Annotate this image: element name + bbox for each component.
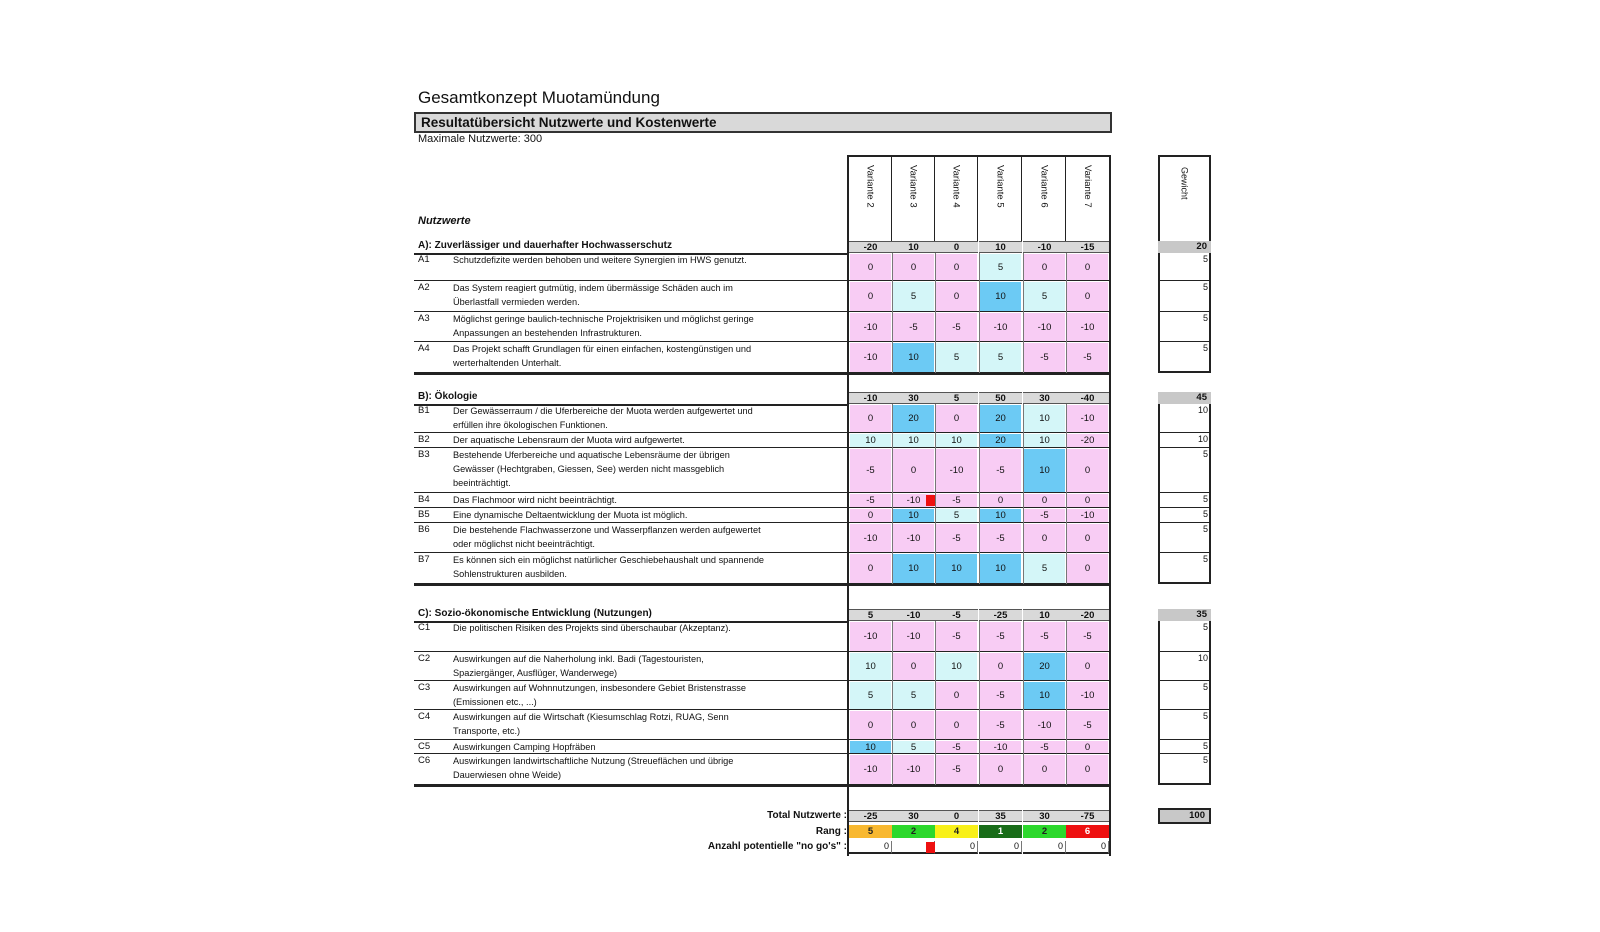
score-cell: 10 bbox=[893, 509, 934, 522]
column-divider bbox=[979, 253, 980, 373]
score-cell: 0 bbox=[980, 494, 1021, 507]
section-sum-cell: 30 bbox=[892, 392, 935, 404]
rank-label: Rang : bbox=[815, 826, 847, 837]
variant-label: Variante 3 bbox=[907, 165, 919, 208]
score-cell: -10 bbox=[936, 449, 977, 492]
score-cell: 0 bbox=[1067, 449, 1108, 492]
score-cell: -10 bbox=[1067, 509, 1108, 522]
score-cell: 0 bbox=[1067, 282, 1108, 311]
criterion-weight: 5 bbox=[1202, 449, 1208, 459]
score-cell: -5 bbox=[936, 524, 977, 552]
score-cell: -10 bbox=[893, 524, 934, 552]
section-title: B): Ökologie bbox=[418, 391, 478, 402]
rank-cell: 2 bbox=[892, 825, 935, 838]
weight-row-divider bbox=[1158, 492, 1211, 493]
weight-row-divider bbox=[1158, 784, 1211, 785]
score-cell: 0 bbox=[1067, 494, 1108, 507]
score-cell: 0 bbox=[980, 755, 1021, 784]
score-cell: -10 bbox=[893, 494, 934, 507]
score-cell: -10 bbox=[850, 755, 891, 784]
score-cell: 10 bbox=[936, 653, 977, 680]
score-cell: -5 bbox=[936, 313, 977, 341]
description-line: Der Gewässerraum / die Uferbereiche der Muota werden aufgewertet und bbox=[453, 406, 753, 416]
column-divider bbox=[1023, 253, 1024, 373]
section-sum-cell: -10 bbox=[1023, 241, 1066, 253]
score-cell: 20 bbox=[980, 434, 1021, 447]
section-bottom-line bbox=[414, 373, 1109, 375]
variant-header bbox=[892, 155, 935, 241]
column-divider bbox=[935, 621, 936, 785]
score-cell: -5 bbox=[1067, 711, 1108, 739]
section-sum-cell: -10 bbox=[892, 609, 935, 621]
nogo-marker bbox=[926, 495, 935, 506]
criterion-description bbox=[453, 681, 843, 709]
score-cell: 10 bbox=[980, 282, 1021, 311]
description-line: Sohlenstrukturen ausbilden. bbox=[453, 569, 567, 579]
description-line: Schutzdefizite werden behoben und weitere Synergien im HWS genutzt. bbox=[453, 255, 747, 265]
weight-row-divider bbox=[1158, 280, 1211, 281]
criterion-description bbox=[453, 312, 843, 340]
variant-header bbox=[1066, 155, 1109, 241]
variant-label: Variante 4 bbox=[950, 165, 962, 208]
score-cell: 0 bbox=[1024, 494, 1065, 507]
score-cell: 5 bbox=[893, 741, 934, 753]
criterion-code: A4 bbox=[418, 343, 430, 354]
variant-label: Variante 6 bbox=[1038, 165, 1050, 208]
description-line: erfüllen ihre ökologischen Funktionen. bbox=[453, 420, 608, 430]
weight-row-divider bbox=[1158, 432, 1211, 433]
nogo-label: Anzahl potentielle "no go's" : bbox=[707, 841, 847, 852]
weight-row-divider bbox=[1158, 739, 1211, 740]
score-cell: -5 bbox=[936, 741, 977, 753]
criterion-code: C4 bbox=[418, 711, 431, 722]
score-cell: 0 bbox=[936, 254, 977, 280]
score-cell: 5 bbox=[936, 343, 977, 372]
column-divider bbox=[892, 621, 893, 785]
section-sum-cell: -15 bbox=[1066, 241, 1109, 253]
section-sum-cell: 30 bbox=[1023, 392, 1066, 404]
score-cell: 5 bbox=[850, 682, 891, 709]
criterion-description bbox=[453, 281, 843, 309]
total-cell: 30 bbox=[892, 810, 935, 822]
score-cell: 10 bbox=[850, 653, 891, 680]
description-line: Bestehende Uferbereiche und aquatische Lebensräume der übrigen bbox=[453, 450, 730, 460]
criterion-description bbox=[453, 710, 843, 738]
score-cell: 0 bbox=[893, 449, 934, 492]
score-cell: 0 bbox=[980, 653, 1021, 680]
score-cell: 0 bbox=[1067, 524, 1108, 552]
score-cell: 5 bbox=[1024, 554, 1065, 583]
score-cell: 0 bbox=[1067, 653, 1108, 680]
section-weight-sum: 35 bbox=[1158, 609, 1211, 621]
score-cell: 0 bbox=[936, 405, 977, 432]
section-sum-cell: 10 bbox=[979, 241, 1022, 253]
description-line: Auswirkungen Camping Hopfräben bbox=[453, 742, 596, 752]
description-line: Auswirkungen auf die Naherholung inkl. Badi (Tagestouristen, bbox=[453, 654, 704, 664]
score-cell: 0 bbox=[936, 682, 977, 709]
description-line: beeinträchtigt. bbox=[453, 478, 511, 488]
score-cell: -10 bbox=[1067, 313, 1108, 341]
criterion-weight: 5 bbox=[1202, 554, 1208, 564]
criterion-weight: 5 bbox=[1202, 711, 1208, 721]
score-cell: 10 bbox=[850, 741, 891, 753]
score-cell: -5 bbox=[980, 524, 1021, 552]
score-cell: -10 bbox=[1024, 711, 1065, 739]
criterion-weight: 5 bbox=[1202, 343, 1208, 353]
criterion-weight: 5 bbox=[1202, 741, 1208, 751]
nogo-cell: 0 bbox=[935, 841, 978, 854]
score-cell: -5 bbox=[850, 449, 891, 492]
variant-label: Variante 7 bbox=[1082, 165, 1093, 208]
section-title: C): Sozio-ökonomische Entwicklung (Nutzungen) bbox=[418, 608, 652, 619]
criterion-description bbox=[453, 404, 843, 432]
criterion-code: C2 bbox=[418, 653, 431, 664]
nogo-cell: 0 bbox=[979, 841, 1022, 854]
page-title: Gesamtkonzept Muotamündung bbox=[418, 88, 660, 107]
score-cell: 10 bbox=[980, 509, 1021, 522]
score-cell: 0 bbox=[850, 711, 891, 739]
total-cell: 0 bbox=[935, 810, 978, 822]
score-cell: 10 bbox=[893, 554, 934, 583]
description-line: Dauerwiesen ohne Weide) bbox=[453, 770, 562, 780]
score-cell: -10 bbox=[980, 741, 1021, 753]
score-cell: -5 bbox=[980, 711, 1021, 739]
score-cell: 0 bbox=[850, 254, 891, 280]
weight-row-divider bbox=[1158, 651, 1211, 652]
score-cell: -5 bbox=[1024, 622, 1065, 651]
criterion-code: C3 bbox=[418, 682, 431, 693]
criterion-weight: 10 bbox=[1197, 434, 1208, 444]
criterion-weight: 5 bbox=[1202, 494, 1208, 504]
section-sum-cell: -10 bbox=[849, 392, 892, 404]
criterion-description bbox=[453, 754, 843, 782]
nogo-cell: 0 bbox=[1066, 841, 1109, 854]
total-label: Total Nutzwerte : bbox=[767, 810, 847, 821]
column-divider bbox=[935, 253, 936, 373]
score-cell: 0 bbox=[1067, 554, 1108, 583]
total-cell: 35 bbox=[979, 810, 1022, 822]
criterion-description bbox=[453, 253, 843, 267]
section-sum-cell: 10 bbox=[892, 241, 935, 253]
variant-header bbox=[849, 155, 892, 241]
rank-cell: 2 bbox=[1023, 825, 1066, 838]
score-cell: -5 bbox=[936, 494, 977, 507]
description-line: oder möglichst nicht beeinträchtigt. bbox=[453, 539, 595, 549]
section-sum-cell: -5 bbox=[935, 609, 978, 621]
score-cell: 10 bbox=[1024, 434, 1065, 447]
column-divider bbox=[1023, 621, 1024, 785]
criterion-weight: 5 bbox=[1202, 755, 1208, 765]
criterion-weight: 5 bbox=[1202, 282, 1208, 292]
criterion-weight: 5 bbox=[1202, 254, 1208, 264]
score-cell: 0 bbox=[893, 254, 934, 280]
criterion-description bbox=[453, 433, 843, 447]
total-cell: -25 bbox=[849, 810, 892, 822]
nogo-cell: 0 bbox=[849, 841, 892, 854]
score-cell: 10 bbox=[850, 434, 891, 447]
score-cell: -5 bbox=[893, 313, 934, 341]
description-line: (Emissionen etc., ...) bbox=[453, 697, 537, 707]
criterion-description bbox=[453, 523, 843, 551]
criterion-description bbox=[453, 652, 843, 680]
score-cell: 0 bbox=[850, 405, 891, 432]
section-sum-cell: 0 bbox=[935, 241, 978, 253]
variant-label: Variante 2 bbox=[864, 165, 876, 208]
nutzwerte-heading: Nutzwerte bbox=[418, 215, 471, 227]
description-line: Auswirkungen landwirtschaftliche Nutzung (Streueflächen und übrige bbox=[453, 756, 734, 766]
score-cell: 0 bbox=[936, 711, 977, 739]
score-cell: -5 bbox=[850, 494, 891, 507]
criterion-code: B2 bbox=[418, 434, 430, 445]
score-cell: 5 bbox=[936, 509, 977, 522]
variant-header bbox=[979, 155, 1022, 241]
max-values-note: Maximale Nutzwerte: 300 bbox=[418, 133, 543, 145]
section-sum-cell: 5 bbox=[849, 609, 892, 621]
score-cell: 0 bbox=[850, 282, 891, 311]
section-weight-sum: 20 bbox=[1158, 241, 1211, 253]
criterion-weight: 10 bbox=[1197, 405, 1208, 415]
column-divider bbox=[1023, 404, 1024, 584]
criterion-code: C5 bbox=[418, 741, 431, 752]
criterion-code: A1 bbox=[418, 254, 430, 265]
total-cell: -75 bbox=[1066, 810, 1109, 822]
score-cell: -5 bbox=[1024, 741, 1065, 753]
weight-row-divider bbox=[1158, 709, 1211, 710]
criterion-description bbox=[453, 553, 843, 581]
section-sum-cell: 5 bbox=[935, 392, 978, 404]
description-line: Spaziergänger, Ausflüger, Wanderwege) bbox=[453, 668, 618, 678]
description-line: Transporte, etc.) bbox=[453, 726, 521, 736]
rank-cell: 6 bbox=[1066, 825, 1109, 838]
score-cell: 5 bbox=[980, 343, 1021, 372]
column-divider bbox=[1066, 253, 1067, 373]
description-line: Überlastfall vermieden werden. bbox=[453, 297, 580, 307]
score-cell: 0 bbox=[1024, 254, 1065, 280]
criterion-code: C6 bbox=[418, 755, 431, 766]
score-cell: -5 bbox=[980, 622, 1021, 651]
weight-row-divider bbox=[1158, 311, 1211, 312]
score-cell: -5 bbox=[936, 755, 977, 784]
weight-row-divider bbox=[1158, 507, 1211, 508]
score-cell: 0 bbox=[1067, 254, 1108, 280]
criterion-code: A2 bbox=[418, 282, 430, 293]
column-divider bbox=[979, 621, 980, 785]
section-bottom-line bbox=[414, 584, 1109, 586]
score-cell: 20 bbox=[980, 405, 1021, 432]
score-cell: 0 bbox=[1024, 755, 1065, 784]
criterion-weight: 5 bbox=[1202, 524, 1208, 534]
column-divider bbox=[1066, 621, 1067, 785]
criterion-code: B4 bbox=[418, 494, 430, 505]
column-divider bbox=[892, 404, 893, 584]
score-cell: 0 bbox=[850, 554, 891, 583]
weight-row-divider bbox=[1158, 753, 1211, 754]
score-cell: 0 bbox=[1024, 524, 1065, 552]
criterion-code: B1 bbox=[418, 405, 430, 416]
description-line: Möglichst geringe baulich-technische Projektrisiken und möglichst geringe bbox=[453, 314, 754, 324]
score-cell: -20 bbox=[1067, 434, 1108, 447]
criterion-code: B6 bbox=[418, 524, 430, 535]
score-cell: -5 bbox=[1067, 343, 1108, 372]
score-cell: 0 bbox=[893, 653, 934, 680]
criterion-weight: 5 bbox=[1202, 509, 1208, 519]
score-cell: 10 bbox=[1024, 449, 1065, 492]
variant-header bbox=[1023, 155, 1066, 241]
weight-row-divider bbox=[1158, 341, 1211, 342]
score-cell: 20 bbox=[1024, 653, 1065, 680]
criterion-code: B5 bbox=[418, 509, 430, 520]
criterion-description bbox=[453, 621, 843, 635]
nogo-cell: 0 bbox=[1023, 841, 1066, 854]
footer-frame bbox=[847, 809, 1111, 856]
score-cell: 5 bbox=[893, 282, 934, 311]
criterion-code: B7 bbox=[418, 554, 430, 565]
rank-cell: 5 bbox=[849, 825, 892, 838]
section-sum-cell: -20 bbox=[1066, 609, 1109, 621]
criterion-code: B3 bbox=[418, 449, 430, 460]
description-line: Anpassungen an bestehenden Infrastrukturen. bbox=[453, 328, 642, 338]
score-cell: 10 bbox=[1024, 405, 1065, 432]
criterion-weight: 5 bbox=[1202, 682, 1208, 692]
section-sum-cell: -20 bbox=[849, 241, 892, 253]
score-cell: 20 bbox=[893, 405, 934, 432]
criterion-description bbox=[453, 448, 843, 490]
column-divider bbox=[935, 404, 936, 584]
table-subtitle: Resultatübersicht Nutzwerte und Kostenwerte bbox=[414, 112, 1112, 133]
section-sum-cell: 10 bbox=[1023, 609, 1066, 621]
score-cell: -5 bbox=[1024, 509, 1065, 522]
score-cell: -10 bbox=[850, 524, 891, 552]
rank-cell: 1 bbox=[979, 825, 1022, 838]
column-divider bbox=[979, 404, 980, 584]
criterion-description bbox=[453, 740, 843, 754]
score-cell: -10 bbox=[893, 622, 934, 651]
criterion-code: C1 bbox=[418, 622, 431, 633]
criterion-weight: 5 bbox=[1202, 622, 1208, 632]
description-line: Gewässer (Hechtgraben, Giessen, See) werden nicht massgeblich bbox=[453, 464, 725, 474]
column-divider bbox=[892, 253, 893, 373]
score-cell: 5 bbox=[1024, 282, 1065, 311]
score-cell: -10 bbox=[1067, 682, 1108, 709]
description-line: Das Flachmoor wird nicht beeinträchtigt. bbox=[453, 495, 617, 505]
description-line: Auswirkungen auf die Wirtschaft (Kiesumschlag Rotzi, RUAG, Senn bbox=[453, 712, 729, 722]
description-line: Es können sich ein möglichst natürlicher Geschiebehaushalt und spannende bbox=[453, 555, 765, 565]
weight-row-divider bbox=[1158, 522, 1211, 523]
score-cell: 0 bbox=[1067, 741, 1108, 753]
column-divider bbox=[1066, 404, 1067, 584]
score-cell: 10 bbox=[893, 434, 934, 447]
score-cell: -5 bbox=[980, 682, 1021, 709]
section-bottom-line bbox=[414, 785, 1109, 787]
criterion-code: A3 bbox=[418, 313, 430, 324]
description-line: Die bestehende Flachwasserzone und Wasserpflanzen werden aufgewertet bbox=[453, 525, 761, 535]
section-sum-cell: 50 bbox=[979, 392, 1022, 404]
weight-row-divider bbox=[1158, 372, 1211, 373]
description-line: Der aquatische Lebensraum der Muota wird aufgewertet. bbox=[453, 435, 685, 445]
score-cell: 10 bbox=[893, 343, 934, 372]
score-cell: -5 bbox=[936, 622, 977, 651]
weight-row-divider bbox=[1158, 680, 1211, 681]
criterion-description bbox=[453, 342, 843, 370]
score-cell: 5 bbox=[893, 682, 934, 709]
score-cell: 0 bbox=[893, 711, 934, 739]
score-cell: -5 bbox=[1024, 343, 1065, 372]
criterion-weight: 10 bbox=[1197, 653, 1208, 663]
score-cell: -10 bbox=[850, 622, 891, 651]
variant-header bbox=[935, 155, 978, 241]
weight-header bbox=[1158, 155, 1211, 241]
description-line: Das System reagiert gutmütig, indem übermässige Schäden auch im bbox=[453, 283, 733, 293]
section-weight-sum: 45 bbox=[1158, 392, 1211, 404]
section-title: A): Zuverlässiger und dauerhafter Hochwasserschutz bbox=[418, 240, 672, 251]
description-line: Das Projekt schafft Grundlagen für einen einfachen, kostengünstigen und bbox=[453, 344, 752, 354]
section-sum-cell: -25 bbox=[979, 609, 1022, 621]
score-cell: 10 bbox=[1024, 682, 1065, 709]
score-cell: -5 bbox=[980, 449, 1021, 492]
score-cell: -10 bbox=[850, 313, 891, 341]
score-cell: -5 bbox=[1067, 622, 1108, 651]
score-cell: 0 bbox=[1067, 755, 1108, 784]
criterion-description bbox=[453, 508, 843, 522]
score-cell: 10 bbox=[980, 554, 1021, 583]
criterion-description bbox=[453, 493, 843, 507]
score-cell: -10 bbox=[1024, 313, 1065, 341]
variant-label: Variante 5 bbox=[994, 165, 1006, 208]
rank-cell: 4 bbox=[935, 825, 978, 838]
score-cell: -10 bbox=[980, 313, 1021, 341]
criterion-weight: 5 bbox=[1202, 313, 1208, 323]
score-cell: 5 bbox=[980, 254, 1021, 280]
total-weight: 100 bbox=[1158, 808, 1211, 824]
description-line: Die politischen Risiken des Projekts sind überschaubar (Akzeptanz). bbox=[453, 623, 731, 633]
description-line: werterhaltenden Unterhalt. bbox=[453, 358, 562, 368]
description-line: Eine dynamische Deltaentwicklung der Muota ist möglich. bbox=[453, 510, 688, 520]
description-line: Auswirkungen auf Wohnnutzungen, insbesondere Gebiet Bristenstrasse bbox=[453, 683, 746, 693]
weight-row-divider bbox=[1158, 552, 1211, 553]
score-cell: -10 bbox=[850, 343, 891, 372]
weight-label: Gewicht bbox=[1179, 167, 1190, 200]
weight-row-divider bbox=[1158, 447, 1211, 448]
weight-row-divider bbox=[1158, 583, 1211, 584]
score-cell: 0 bbox=[850, 509, 891, 522]
score-cell: -10 bbox=[893, 755, 934, 784]
score-cell: 10 bbox=[936, 554, 977, 583]
score-cell: -10 bbox=[1067, 405, 1108, 432]
score-cell: 10 bbox=[936, 434, 977, 447]
score-cell: 0 bbox=[936, 282, 977, 311]
total-cell: 30 bbox=[1023, 810, 1066, 822]
section-sum-cell: -40 bbox=[1066, 392, 1109, 404]
